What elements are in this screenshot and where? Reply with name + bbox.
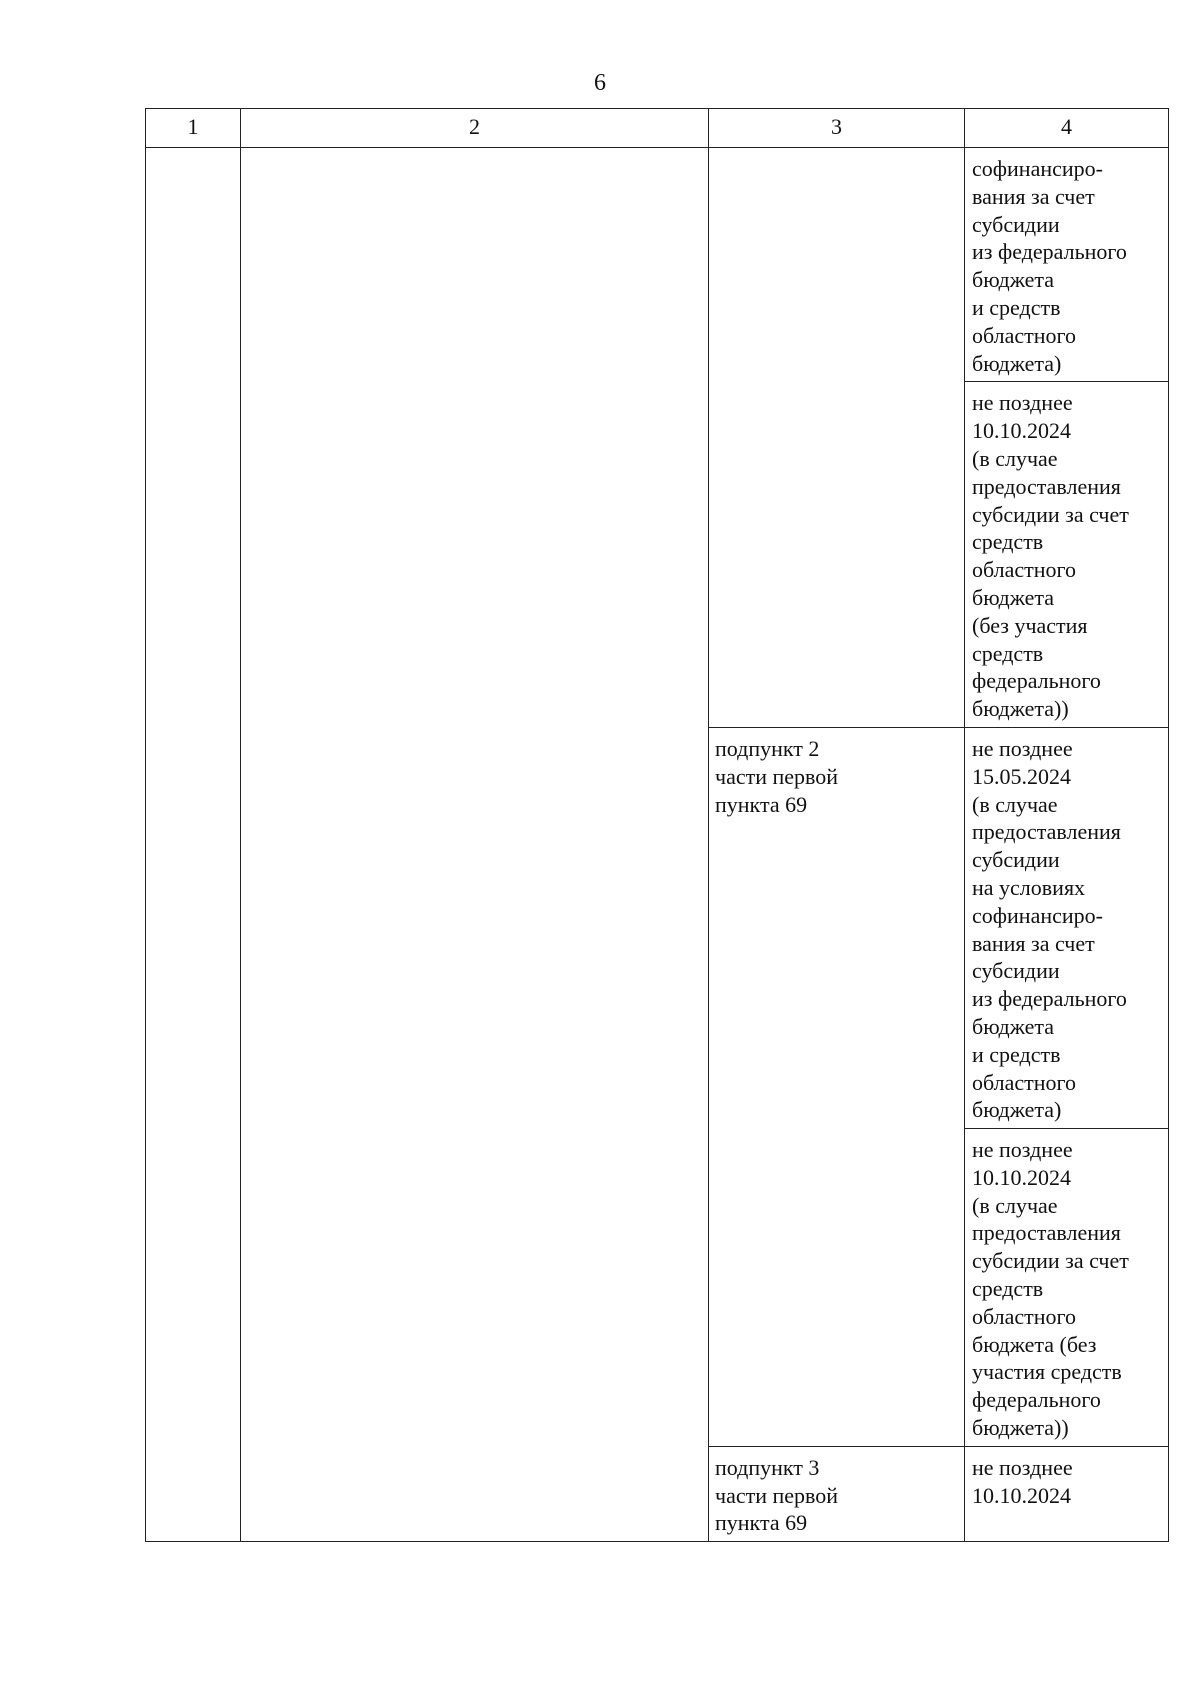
table-row xyxy=(146,148,1169,382)
cell-line: и средств xyxy=(972,294,1061,320)
cell-line: областного xyxy=(972,557,1077,583)
cell-line: областного xyxy=(972,1069,1077,1095)
cell-line: не позднее xyxy=(972,735,1073,761)
cell-line: (в случае xyxy=(972,445,1058,471)
cell-line: областного xyxy=(972,322,1077,348)
col4-cell xyxy=(965,1446,1169,1541)
cell-line: вания за счет xyxy=(972,930,1095,956)
cell-line: средств xyxy=(972,1276,1044,1302)
cell-line: 10.10.2024 xyxy=(972,418,1071,444)
cell-line: не позднее xyxy=(972,390,1073,416)
cell-line: субсидии xyxy=(972,958,1060,984)
cell-line: бюджета) xyxy=(972,1097,1062,1123)
cell-line: бюджета) xyxy=(972,350,1062,376)
cell-line: субсидии xyxy=(972,847,1060,873)
cell-line: бюджета xyxy=(972,584,1055,610)
col4-cell xyxy=(965,148,1169,382)
cell-line: предоставления xyxy=(972,819,1121,845)
cell-line: субсидии xyxy=(972,211,1060,237)
cell-line: областного xyxy=(972,1303,1077,1329)
cell-line: (в случае xyxy=(972,791,1058,817)
page-number: 6 xyxy=(594,70,606,96)
schedule-table xyxy=(145,108,1169,1542)
cell-line: части первой xyxy=(715,763,839,789)
cell-line: 10.10.2024 xyxy=(972,1482,1071,1508)
cell-line: софинансиро- xyxy=(972,156,1103,181)
cell-line: участия средств xyxy=(972,1359,1122,1385)
cell-line: пункта 69 xyxy=(715,1510,808,1536)
header-cell-4: 4 xyxy=(965,109,1169,148)
cell-line: бюджета xyxy=(972,267,1055,293)
cell-line: бюджета)) xyxy=(972,696,1069,722)
cell-line: софинансиро- xyxy=(972,902,1103,928)
cell-line: средств xyxy=(972,640,1044,666)
cell-line: подпункт 2 xyxy=(715,735,820,761)
cell-line: на условиях xyxy=(972,874,1086,900)
cell-line: и средств xyxy=(972,1041,1061,1067)
cell-line: субсидии за счет xyxy=(972,501,1129,527)
cell-line: из федерального xyxy=(972,986,1127,1012)
cell-line: вания за счет xyxy=(972,183,1095,209)
col4-cell xyxy=(965,382,1169,728)
col3-cell xyxy=(709,727,965,1446)
cell-line: не позднее xyxy=(972,1137,1073,1163)
cell-line: (в случае xyxy=(972,1192,1058,1218)
col4-cell xyxy=(965,1129,1169,1447)
cell-line: части первой xyxy=(715,1482,839,1508)
col4-cell xyxy=(965,727,1169,1128)
cell-line: 10.10.2024 xyxy=(972,1164,1071,1190)
cell-line: бюджета)) xyxy=(972,1415,1069,1441)
cell-line: 15.05.2024 xyxy=(972,763,1071,789)
cell-line: средств xyxy=(972,529,1044,555)
col1-cell xyxy=(146,148,241,1542)
cell-line: не позднее xyxy=(972,1454,1073,1480)
col2-cell xyxy=(241,148,709,1542)
header-cell-1: 1 xyxy=(146,109,241,148)
cell-line: федерального xyxy=(972,668,1101,694)
cell-line: предоставления xyxy=(972,473,1121,499)
cell-line: из федерального xyxy=(972,239,1127,265)
col3-cell xyxy=(709,148,965,728)
cell-line: пункта 69 xyxy=(715,791,808,817)
cell-line: (без участия xyxy=(972,612,1088,638)
cell-line: субсидии за счет xyxy=(972,1248,1129,1274)
cell-line: федерального xyxy=(972,1387,1101,1413)
header-cell-2: 2 xyxy=(241,109,709,148)
cell-line: подпункт 3 xyxy=(715,1454,820,1480)
cell-line: предоставления xyxy=(972,1220,1121,1246)
header-cell-3: 3 xyxy=(709,109,965,148)
table-header-row xyxy=(146,109,1169,148)
col3-cell xyxy=(709,1446,965,1541)
cell-line: бюджета (без xyxy=(972,1331,1097,1357)
cell-line: бюджета xyxy=(972,1013,1055,1039)
